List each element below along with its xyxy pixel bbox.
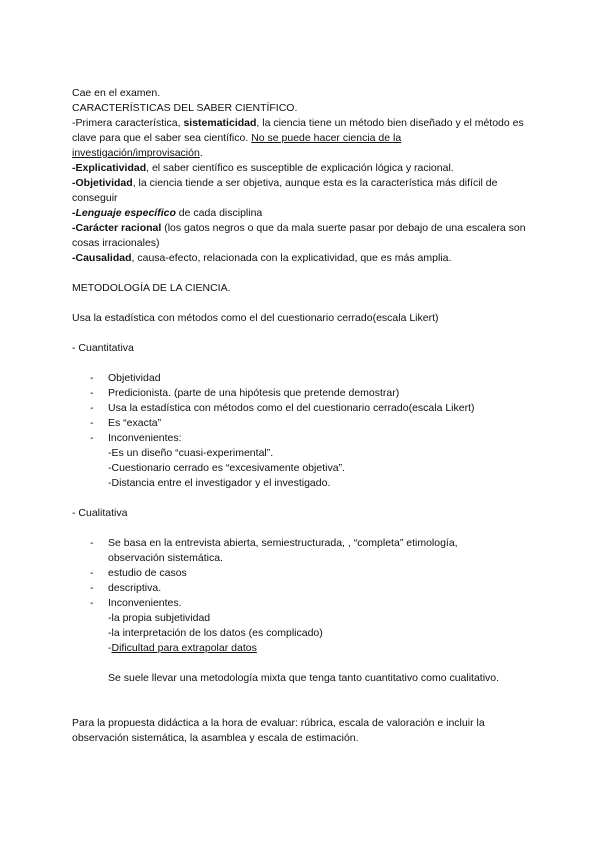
characteristic-language: -Lenguaje específico de cada disciplina — [72, 207, 263, 219]
drawback-item: -Es un diseño “cuasi-experimental”. — [108, 447, 274, 459]
characteristic-objectivity: -Objetividad, la ciencia tiende a ser objetiva, aunque esta es la característica más difícil de conseguir — [72, 177, 498, 204]
exam-note: Cae en el examen. — [72, 87, 161, 99]
closing-paragraph: Para la propuesta didáctica a la hora de evaluar: rúbrica, escala de valoración e incluir la observación sistemática, la asamblea y escala de estimación. — [72, 717, 485, 744]
document-page — [72, 86, 532, 746]
drawback-item: -la propia subjetividad — [108, 612, 211, 624]
section-heading-characteristics: CARACTERÍSTICAS DEL SABER CIENTÍFICO. — [72, 102, 298, 114]
list-item: - Objetividad — [108, 371, 532, 386]
underlined-drawback: Dificultad para extrapolar datos — [111, 642, 257, 654]
characteristic-explicativity: -Explicatividad, el saber científico es susceptible de explicación lógica y racional. — [72, 162, 454, 174]
drawback-item: -Dificultad para extrapolar datos — [108, 642, 257, 654]
drawback-item: -la interpretación de los datos (es complicado) — [108, 627, 323, 639]
list-item: - Es “exacta” — [108, 416, 532, 431]
quantitative-heading: - Cuantitativa — [72, 342, 134, 354]
list-item: - Predicionista. (parte de una hipótesis que pretende demostrar) — [108, 386, 532, 401]
quantitative-list — [72, 371, 532, 491]
qualitative-list — [72, 536, 532, 656]
list-item: - Inconvenientes: -Es un diseño “cuasi-experimental”. -Cuestionario cerrado es “excesivamente objetiva”. -Distancia entre el investigador y el investigado. — [108, 431, 532, 491]
characteristic-systematicity: -Primera característica, sistematicidad, la ciencia tiene un método bien diseñado y el método es clave para que el saber sea científico. No se puede hacer ciencia de la investigación/improvisación. — [72, 117, 524, 159]
list-item: - Usa la estadística con métodos como el del cuestionario cerrado(escala Likert) — [108, 401, 532, 416]
underlined-note: No se puede hacer ciencia de la investigación/improvisación — [72, 132, 402, 159]
qualitative-heading: - Cualitativa — [72, 507, 128, 519]
characteristic-causality: -Causalidad, causa-efecto, relacionada con la explicatividad, que es más amplia. — [72, 252, 452, 264]
list-item: - descriptiva. — [108, 581, 532, 596]
drawback-item: -Distancia entre el investigador y el investigado. — [108, 477, 331, 489]
list-item: - Inconvenientes. -la propia subjetividad -la interpretación de los datos (es complicado) -Dificultad para extrapolar datos — [108, 596, 532, 656]
characteristic-rational: -Carácter racional (los gatos negros o que da mala suerte pasar por debajo de una escalera son cosas irracionales) — [72, 222, 526, 249]
list-item: - estudio de casos — [108, 566, 532, 581]
drawback-item: -Cuestionario cerrado es “excesivamente objetiva”. — [108, 462, 345, 474]
list-item: - Se basa en la entrevista abierta, semiestructurada, , “completa” etimología, observación sistemática. — [108, 536, 532, 566]
section-heading-methodology: METODOLOGÍA DE LA CIENCIA. — [72, 282, 231, 294]
term-systematicity: sistematicidad — [183, 117, 257, 129]
methodology-intro: Usa la estadística con métodos como el del cuestionario cerrado(escala Likert) — [72, 312, 439, 324]
mixed-methodology-note: Se suele llevar una metodología mixta que tenga tanto cuantitativo como cualitativo. — [108, 672, 500, 684]
